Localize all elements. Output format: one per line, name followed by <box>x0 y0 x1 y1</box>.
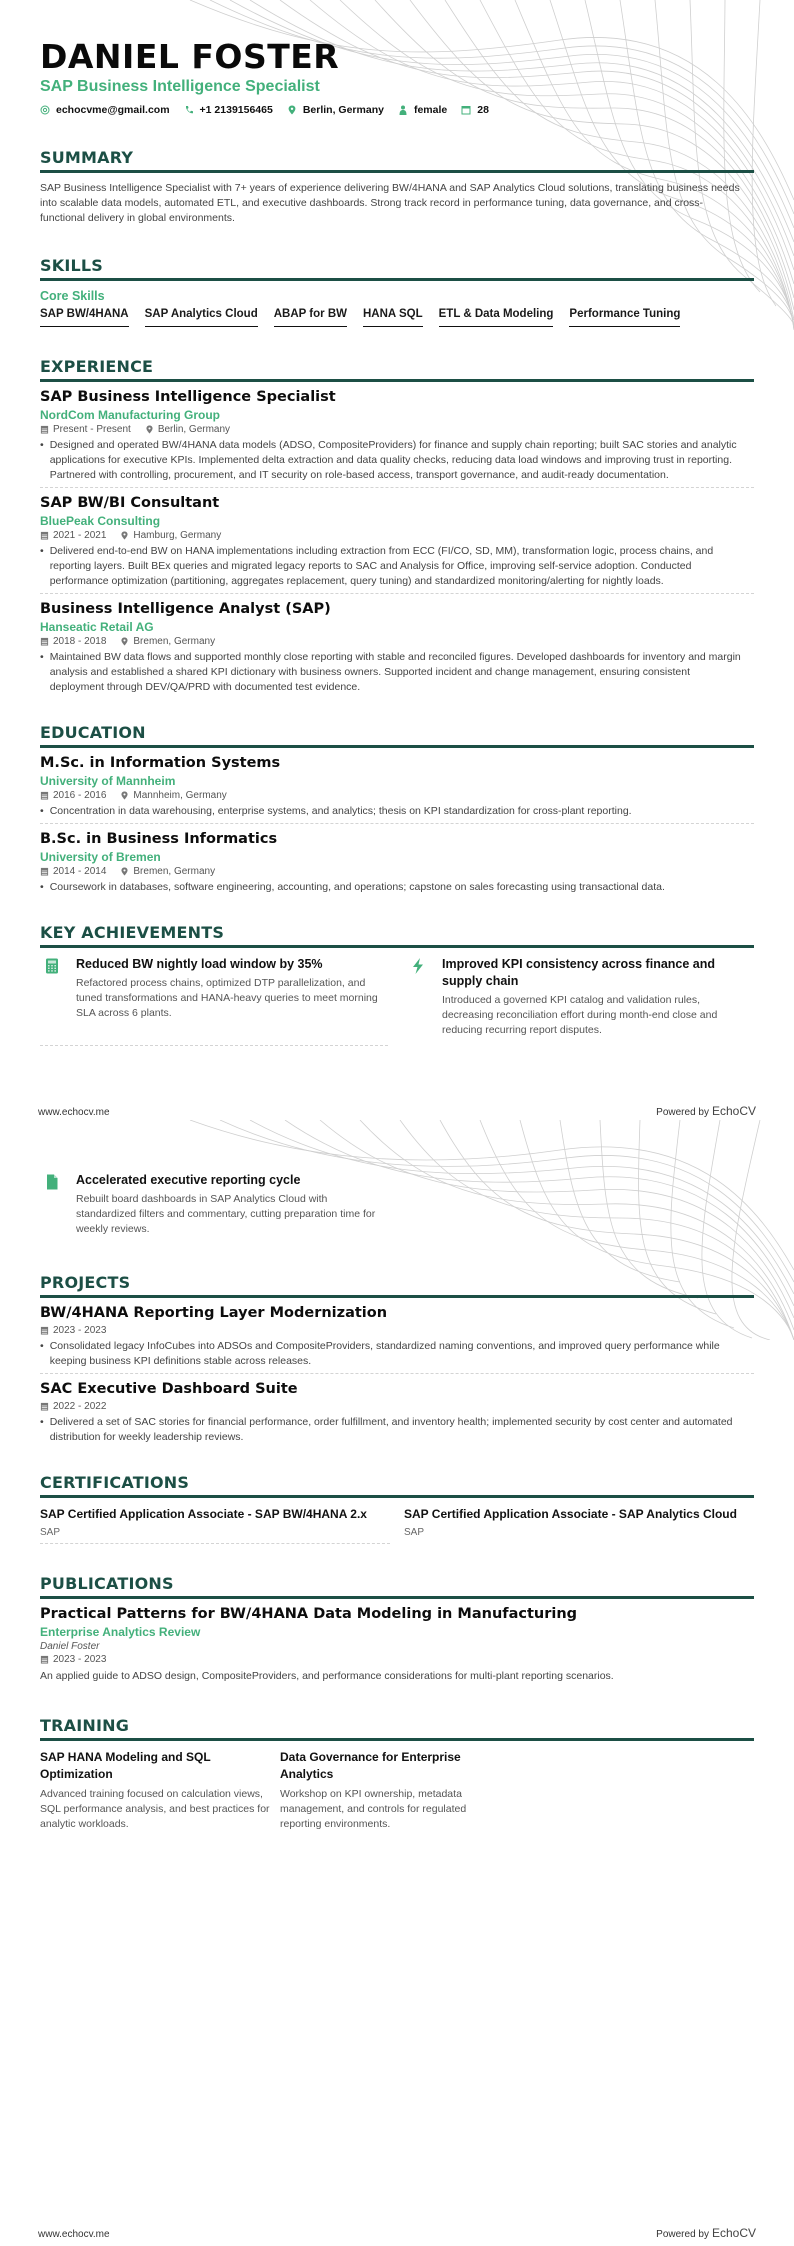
certification-issuer: SAP <box>404 1527 425 1538</box>
training-title: SAP HANA Modeling and SQL Optimization <box>40 1750 211 1781</box>
bullet-point: • Consolidated legacy InfoCubes into ADSOs and CompositeProviders, standardized naming conventions, and improved query performance while keeping business KPI definitions stable across releases. <box>40 1340 720 1367</box>
calendar-icon <box>40 1655 49 1664</box>
bullet-point: • Concentration in data warehousing, enterprise systems, and analytics; thesis on KPI standardization for cross-plant reporting. <box>40 805 632 817</box>
brand-name[interactable]: EchoCV <box>711 1104 756 1118</box>
section-heading: CERTIFICATIONS <box>40 1473 754 1498</box>
certification-grid <box>40 1506 754 1544</box>
degree: M.Sc. in Information Systems <box>40 755 281 771</box>
project-entry <box>40 1298 754 1374</box>
training-description: Advanced training focused on calculation views, SQL performance analysis, and best practices for analytic workloads. <box>40 1788 270 1830</box>
achievement-card <box>40 1172 388 1245</box>
bullet-point: • Maintained BW data flows and supported monthly close reporting with stable and reconciled figures. Developed dashboards for inventory and margin analysis and established a shared KPI dictionary with business owners. Supported incident and change management, ensuring consistent deployment through DEV/QA/PRD with documented test evidence. <box>40 651 741 693</box>
page-footer <box>38 1104 756 1118</box>
entry-meta <box>40 790 754 801</box>
experience-entry <box>40 488 754 594</box>
location: Mannheim, Germany <box>133 790 227 801</box>
lightning-bolt-icon <box>406 956 430 1038</box>
section-heading: TRAINING <box>40 1716 754 1741</box>
achievement-description: Rebuilt board dashboards in SAP Analytics Cloud with standardized filters and commentary, cutting preparation time for weekly reviews. <box>76 1193 376 1235</box>
skill-tag: ABAP for BW <box>274 308 347 327</box>
contact-list <box>40 104 754 116</box>
training-entry <box>40 1749 270 1832</box>
company-name: Hanseatic Retail AG <box>40 620 154 634</box>
location-pin-icon <box>120 791 129 800</box>
section-heading: EXPERIENCE <box>40 357 754 382</box>
date-range: Present - Present <box>53 424 131 435</box>
skill-tag: HANA SQL <box>363 308 423 327</box>
entry-meta <box>40 1401 754 1412</box>
skill-tag: SAP Analytics Cloud <box>145 308 258 327</box>
job-title: Business Intelligence Analyst (SAP) <box>40 601 331 617</box>
achievement-grid-continued <box>40 1172 754 1245</box>
contact-email[interactable]: echocvme@gmail.com <box>40 104 170 116</box>
certifications-section <box>40 1473 754 1544</box>
school-name: University of Bremen <box>40 850 161 864</box>
calendar-icon <box>461 105 471 115</box>
contact-gender: female <box>398 104 447 116</box>
calculator-icon <box>40 956 64 1037</box>
calendar-icon <box>40 1402 49 1411</box>
training-grid <box>40 1749 754 1832</box>
calendar-icon <box>40 867 49 876</box>
school-name: University of Mannheim <box>40 774 176 788</box>
publications-section <box>40 1574 754 1688</box>
achievement-title: Reduced BW nightly load window by 35% <box>76 957 323 971</box>
at-icon <box>40 105 50 115</box>
job-title: SAP Business Intelligence Specialist <box>40 389 336 405</box>
publication-author: Daniel Foster <box>40 1641 100 1652</box>
website-link[interactable]: www.echocv.me <box>38 2229 110 2240</box>
certification-title: SAP Certified Application Associate - SAP Analytics Cloud <box>404 1507 737 1521</box>
calendar-icon <box>40 637 49 646</box>
date-range: 2021 - 2021 <box>53 530 107 541</box>
training-title: Data Governance for Enterprise Analytics <box>280 1750 461 1781</box>
skill-tag: ETL & Data Modeling <box>439 308 554 327</box>
location: Bremen, Germany <box>133 866 216 877</box>
document-icon <box>40 1172 64 1237</box>
location-pin-icon <box>145 425 154 434</box>
education-section <box>40 723 754 899</box>
location-pin-icon <box>120 637 129 646</box>
skills-section <box>40 256 754 327</box>
projects-section <box>40 1273 754 1449</box>
entry-meta <box>40 1325 754 1336</box>
location-pin-icon <box>120 531 129 540</box>
section-heading: PROJECTS <box>40 1273 754 1298</box>
entry-meta <box>40 530 754 541</box>
date-range: 2018 - 2018 <box>53 636 107 647</box>
skill-tag: Performance Tuning <box>569 308 680 327</box>
date-range: 2023 - 2023 <box>53 1325 107 1336</box>
location-pin-icon <box>120 867 129 876</box>
phone-icon <box>184 105 194 115</box>
date-range: 2023 - 2023 <box>53 1654 107 1665</box>
experience-entry <box>40 594 754 699</box>
achievements-section <box>40 923 754 1046</box>
powered-by: Powered by EchoCV <box>656 1104 756 1118</box>
summary-section <box>40 148 754 226</box>
achievement-grid <box>40 956 754 1046</box>
brand-name[interactable]: EchoCV <box>711 2226 756 2240</box>
skill-group-label: Core Skills <box>40 289 105 303</box>
date-range: 2016 - 2016 <box>53 790 107 801</box>
bullet-point: • Delivered a set of SAC stories for financial performance, order fulfillment, and inventory health; implemented security by cost center and automated distribution for weekly leadership reviews. <box>40 1416 733 1443</box>
calendar-icon <box>40 791 49 800</box>
date-range: 2022 - 2022 <box>53 1401 107 1412</box>
calendar-icon <box>40 1326 49 1335</box>
calendar-icon <box>40 531 49 540</box>
section-heading: PUBLICATIONS <box>40 1574 754 1599</box>
experience-section <box>40 357 754 699</box>
bullet-point: • Delivered end-to-end BW on HANA implementations including extraction from ECC (FI/CO, SD, MM), transformation logic, process chains, and reporting layers. Built BEx queries and migrated legacy reports to SAC and Analysis for Office, improving self-service adoption. Conducted performance optimization (partitioning, aggregates replacement, query tuning) and standardized monitoring/alerting for nightly loads. <box>40 545 714 587</box>
project-title: BW/4HANA Reporting Layer Modernization <box>40 1305 388 1321</box>
entry-meta <box>40 1654 754 1665</box>
entry-meta <box>40 636 754 647</box>
certification-entry <box>404 1506 754 1544</box>
company-name: NordCom Manufacturing Group <box>40 408 220 422</box>
resume-page-2 <box>40 1172 754 1832</box>
entry-meta <box>40 424 754 435</box>
certification-entry <box>40 1506 390 1544</box>
publication-entry <box>40 1599 754 1688</box>
entry-meta <box>40 866 754 877</box>
achievement-card <box>40 956 388 1046</box>
date-range: 2014 - 2014 <box>53 866 107 877</box>
bullet-point: • Designed and operated BW/4HANA data models (ADSO, CompositeProviders) for finance and supply chain reporting; built SAC stories and analytic applications for executive KPIs. Implemented delta extraction and data quality checks, reducing data load windows and improving trust in reporting. Partnered with controlling, procurement, and IT security on role-based access, transport governance, and audit-ready documentation. <box>40 439 737 481</box>
education-entry <box>40 824 754 899</box>
website-link[interactable]: www.echocv.me <box>38 1107 110 1118</box>
powered-by: Powered by EchoCV <box>656 2226 756 2240</box>
publication-title: Practical Patterns for BW/4HANA Data Modeling in Manufacturing <box>40 1606 578 1622</box>
training-entry <box>280 1749 510 1832</box>
skill-tag: SAP BW/4HANA <box>40 308 129 327</box>
experience-entry <box>40 382 754 488</box>
section-heading: EDUCATION <box>40 723 754 748</box>
contact-location: Berlin, Germany <box>287 104 384 116</box>
resume-page-1 <box>40 38 754 1046</box>
job-title: SAP BW/BI Consultant <box>40 495 220 511</box>
degree: B.Sc. in Business Informatics <box>40 831 278 847</box>
certification-title: SAP Certified Application Associate - SAP BW/4HANA 2.x <box>40 1507 367 1521</box>
achievement-card <box>406 956 754 1046</box>
resume-header <box>40 38 754 116</box>
location: Hamburg, Germany <box>133 530 222 541</box>
location-pin-icon <box>287 105 297 115</box>
person-icon <box>398 105 408 115</box>
page-footer <box>38 2226 756 2240</box>
publisher-name: Enterprise Analytics Review <box>40 1625 201 1639</box>
bullet-point: • Coursework in databases, software engineering, accounting, and operations; capstone on sales forecasting using transactional data. <box>40 881 665 893</box>
location: Bremen, Germany <box>133 636 216 647</box>
project-entry <box>40 1374 754 1449</box>
achievement-title: Improved KPI consistency across finance and supply chain <box>442 957 716 988</box>
certification-issuer: SAP <box>40 1527 61 1538</box>
project-title: SAC Executive Dashboard Suite <box>40 1381 298 1397</box>
achievement-description: Refactored process chains, optimized DTP parallelization, and tuned transformations and HANA-heavy queries to meet morning SLA across 6 plants. <box>76 977 378 1019</box>
candidate-name: DANIEL FOSTER <box>40 37 340 76</box>
location: Berlin, Germany <box>157 424 231 435</box>
candidate-title: SAP Business Intelligence Specialist <box>40 78 320 95</box>
contact-phone[interactable]: +1 2139156465 <box>184 104 273 116</box>
contact-age: 28 <box>461 104 489 116</box>
education-entry <box>40 748 754 824</box>
section-heading: SKILLS <box>40 256 754 281</box>
calendar-icon <box>40 425 49 434</box>
section-heading: KEY ACHIEVEMENTS <box>40 923 754 948</box>
section-heading: SUMMARY <box>40 148 754 173</box>
summary-text: SAP Business Intelligence Specialist with 7+ years of experience delivering BW/4HANA and SAP Analytics Cloud solutions, translating business needs into scalable data models, automated ETL, and executive dashboards. Strong track record in performance tuning, data governance, and cross-functional delivery in global environments. <box>40 182 740 224</box>
achievement-description: Introduced a governed KPI catalog and validation rules, decreasing reconciliation effort during month-end close and reducing recurring report disputes. <box>442 994 718 1036</box>
achievement-title: Accelerated executive reporting cycle <box>76 1173 301 1187</box>
publication-description: An applied guide to ADSO design, CompositeProviders, and performance considerations for multi-plant reporting scenarios. <box>40 1670 614 1682</box>
company-name: BluePeak Consulting <box>40 514 161 528</box>
skill-list <box>40 308 754 327</box>
training-section <box>40 1716 754 1832</box>
training-description: Workshop on KPI ownership, metadata management, and controls for regulated reporting environments. <box>280 1788 467 1830</box>
